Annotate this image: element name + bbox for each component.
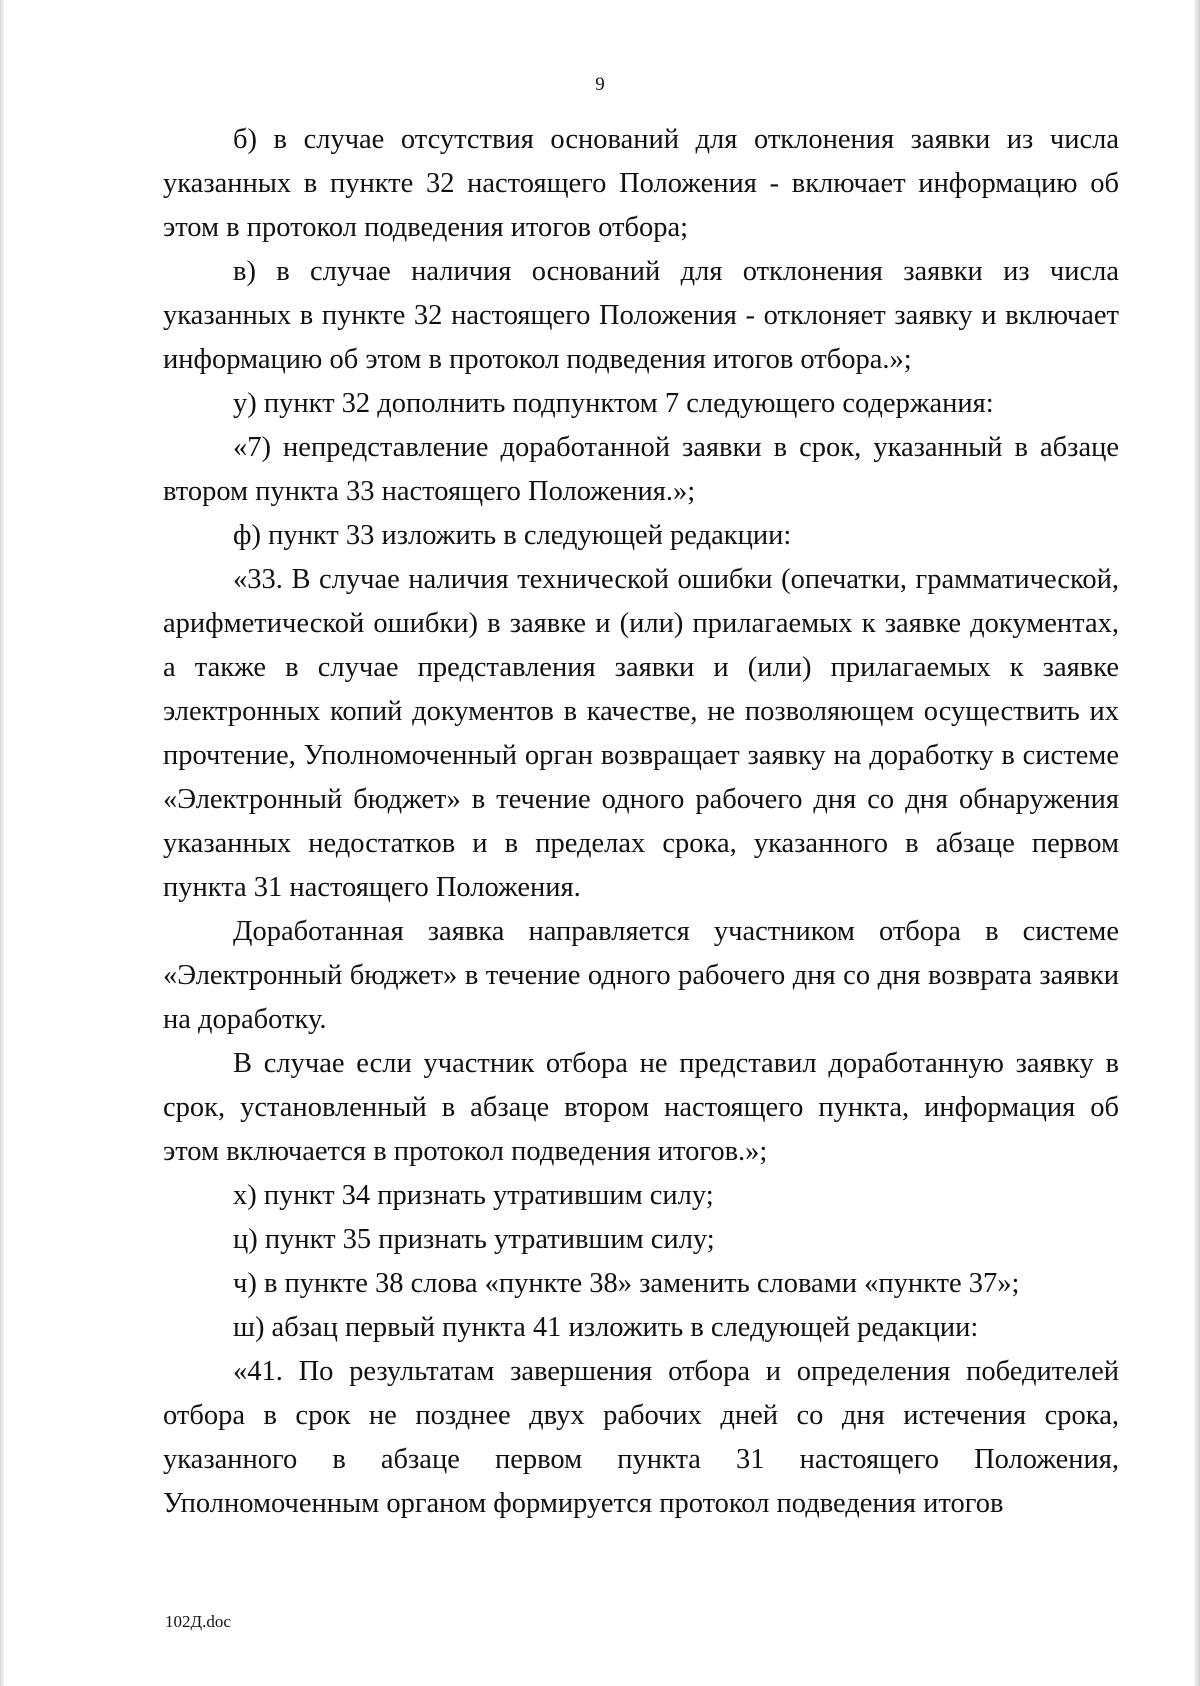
paragraph-kh: х) пункт 34 признать утратившим силу; xyxy=(233,1180,714,1211)
paragraph-ch: ч) в пункте 38 слова «пункте 38» заменить словами «пункте 37»; xyxy=(233,1268,1020,1299)
paragraph-f: ф) пункт 33 изложить в следующей редакции: xyxy=(233,520,792,551)
paragraph-ts: ц) пункт 35 признать утратившим силу; xyxy=(233,1224,715,1255)
paragraph-not-submitted: В случае если участник отбора не представил доработанную заявку в срок, установленный в абзаце втором настоящего пункта, информация об этом включается в протокол подведения итогов.»; xyxy=(163,1048,1119,1167)
paragraph-sh: ш) абзац первый пункта 41 изложить в следующей редакции: xyxy=(233,1312,979,1343)
scan-edge-left xyxy=(0,0,4,1686)
paragraph-item-33: «33. В случае наличия технической ошибки (опечатки, грамматической, арифметической ошибки) в заявке и (или) прилагаемых к заявке документах, а также в случае представления заявки и (или) прилагаемых к заявке электронных копий документов в качестве, не позволяющем осуществить их прочтение, Уполномоченный орган возвращает заявку на доработку в системе «Электронный бюджет» в течение одного рабочего дня со дня обнаружения указанных недостатков и в пределах срока, указанного в абзаце первом пункта 31 настоящего Положения. xyxy=(163,564,1119,903)
document-body xyxy=(163,118,1119,1526)
paragraph-b: б) в случае отсутствия оснований для отклонения заявки из числа указанных в пункте 32 настоящего Положения - включает информацию об этом в протокол подведения итогов отбора; xyxy=(163,124,1119,243)
paragraph-v: в) в случае наличия оснований для отклонения заявки из числа указанных в пункте 32 настоящего Положения - отклоняет заявку и включает информацию об этом в протокол подведения итогов отбора.»; xyxy=(163,256,1119,375)
paragraph-revised-application: Доработанная заявка направляется участником отбора в системе «Электронный бюджет» в течение одного рабочего дня со дня возврата заявки на доработку. xyxy=(163,916,1119,1035)
paragraph-u: у) пункт 32 дополнить подпунктом 7 следующего содержания: xyxy=(233,388,994,419)
page-number: 9 xyxy=(595,74,605,95)
scan-edge-right xyxy=(1194,0,1200,1686)
footer-file-code: 102Д.doc xyxy=(165,1612,231,1631)
paragraph-item-41: «41. По результатам завершения отбора и определения победителей отбора в срок не позднее двух рабочих дней со дня истечения срока, указанного в абзаце первом пункта 31 настоящего Положения, Уполномоченным органом формируется протокол подведения итогов xyxy=(163,1356,1119,1519)
paragraph-item-7: «7) непредставление доработанной заявки в срок, указанный в абзаце втором пункта 33 настоящего Положения.»; xyxy=(163,432,1119,507)
